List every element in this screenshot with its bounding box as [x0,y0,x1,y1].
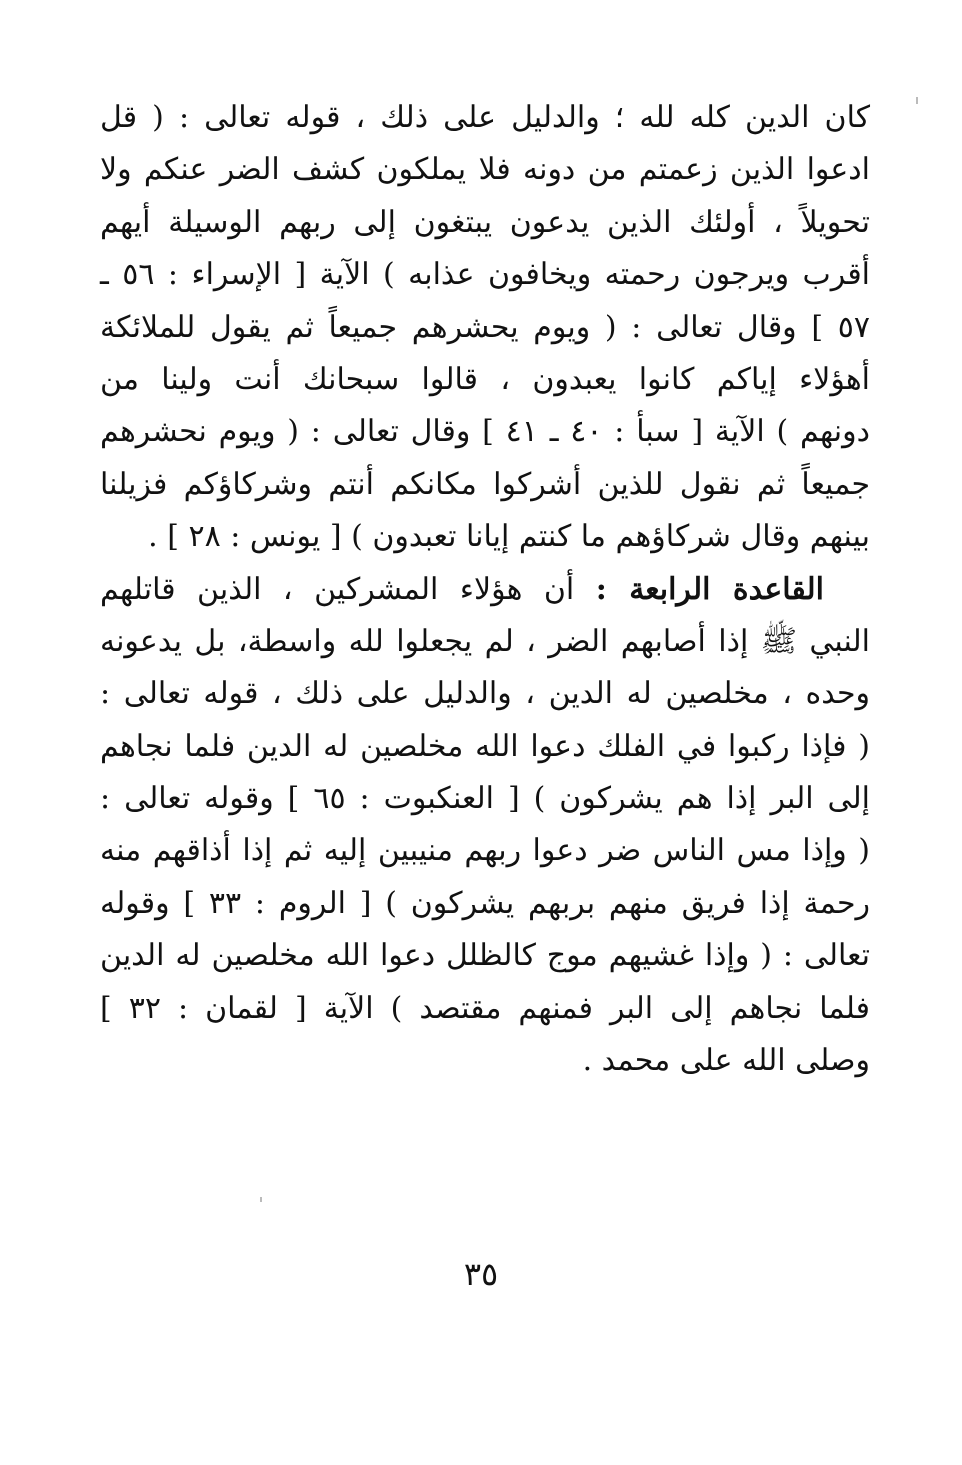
page-number: ٣٥ [463,1255,499,1293]
text-line: أهؤلاء إياكم كانوا يعبدون ، قالوا سبحانك أنت ولينا من [100,361,870,397]
text-run: أن هؤلاء المشركين ، الذين قاتلهم [100,571,596,607]
text-line: بينهم وقال شركاؤهم ما كنتم إيانا تعبدون ) [ يونس : ٢٨ ] . [148,519,870,555]
text-line: ادعوا الذين زعمتم من دونه فلا يملكون كشف الضر عنكم ولا [100,152,870,188]
page-body-text [100,92,870,1087]
text-line: رحمة إذا فريق منهم بربهم يشركون ) [ الروم : ٣٣ ] وقوله [100,885,870,921]
text-line: فلما نجاهم إلى البر فمنهم مقتصد ) الآية [ لقمان : ٣٢ ] [100,990,870,1026]
text-line [100,564,870,616]
text-line: النبي ﷺ إذا أصابهم الضر ، لم يجعلوا لله واسطة، بل يدعونه [100,623,870,659]
text-line: إلى البر إذا هم يشركون ) [ العنكبوت : ٦٥ ] وقوله تعالى : [100,781,870,817]
scan-mark [260,1197,262,1202]
paragraph-1 [100,92,870,564]
rule-heading: القاعدة الرابعة : [595,571,825,607]
scan-mark [916,97,918,104]
text-line: تحويلاً ، أولئك الذين يدعون يبتغون إلى ربهم الوسيلة أيهم [100,204,870,240]
text-line: كان الدين كله لله ؛ والدليل على ذلك ، قوله تعالى : ( قل [100,100,870,135]
text-line: ( فإذا ركبوا في الفلك دعوا الله مخلصين له الدين فلما نجاهم [100,728,870,764]
text-line: ( وإذا مس الناس ضر دعوا ربهم منيبين إليه ثم إذا أذاقهم منه [100,833,870,869]
text-line: وحده ، مخلصين له الدين ، والدليل على ذلك ، قوله تعالى : [100,676,870,712]
text-line: تعالى : ( وإذا غشيهم موج كالظلل دعوا الله مخلصين له الدين [100,938,870,974]
text-line: أقرب ويرجون رحمته ويخافون عذابه ) الآية [ الإسراء : ٥٦ ـ [100,257,871,293]
paragraph-2 [100,564,870,1088]
text-line: جميعاً ثم نقول للذين أشركوا مكانكم أنتم وشركاؤكم فزيلنا [100,466,870,502]
text-line: ٥٧ ] وقال تعالى : ( ويوم يحشرهم جميعاً ثم يقول للملائكة [100,309,870,345]
text-line: دونهم ) الآية [ سبأ : ٤٠ ـ ٤١ ] وقال تعالى : ( ويوم نحشرهم [100,414,870,450]
text-line: وصلى الله على محمد . [582,1043,870,1079]
